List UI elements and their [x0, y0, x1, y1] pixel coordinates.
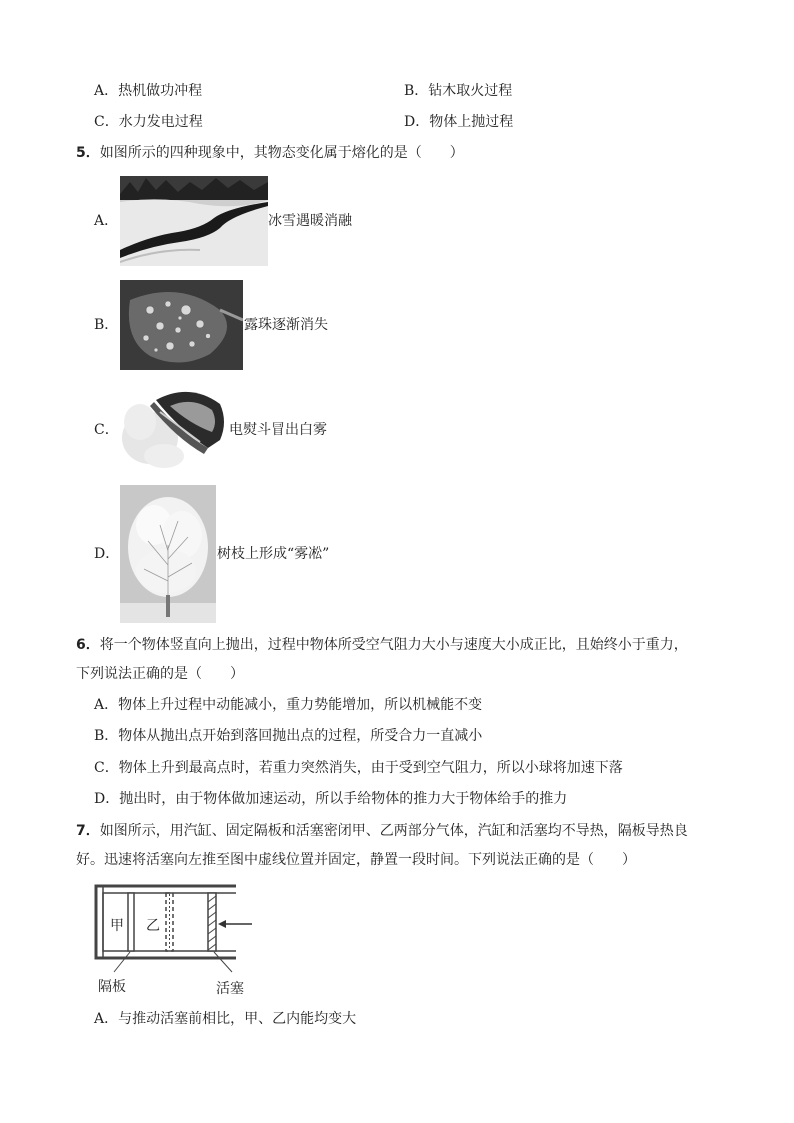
q4-option-c: C．水力发电过程 — [94, 114, 203, 130]
snow-melting-photo — [120, 176, 268, 266]
q6-option-c: C．物体上升到最高点时，若重力突然消失，由于受到空气阻力，所以小球将加速下落 — [94, 760, 623, 776]
q5-option-d-caption: 树枝上形成“雾凇” — [217, 546, 330, 562]
q4-option-a: A．热机做功冲程 — [94, 83, 203, 99]
rime-tree-photo — [120, 485, 216, 623]
q6-stem-line1 — [76, 636, 688, 654]
q6-number: 6． — [76, 637, 100, 653]
q5-stem-text: 如图所示的四种现象中，其物态变化属于熔化的是（ ） — [99, 145, 464, 161]
partition-label: 隔板 — [98, 979, 126, 995]
q5-number: 5． — [76, 145, 100, 161]
q7-option-a: A．与推动活塞前相比，甲、乙内能均变大 — [94, 1011, 357, 1027]
q4-option-b: B．钻木取火过程 — [404, 83, 513, 99]
dew-drops-photo — [120, 280, 243, 370]
q5-option-b-caption: 露珠逐渐消失 — [244, 317, 328, 333]
q6-stem-text-1: 将一个物体竖直向上抛出，过程中物体所受空气阻力大小与速度大小成正比，且始终小于重力， — [99, 637, 688, 653]
q6-option-d: D．抛出时，由于物体做加速运动，所以手给物体的推力大于物体给手的推力 — [94, 791, 568, 807]
gas-yi-label: 乙 — [146, 918, 160, 934]
q5-option-c-caption: 电熨斗冒出白雾 — [229, 422, 327, 438]
q7-stem-text-1: 如图所示，用汽缸、固定隔板和活塞密闭甲、乙两部分气体，汽缸和活塞均不导热，隔板导热良 — [99, 823, 688, 839]
q7-number: 7． — [76, 823, 100, 839]
q6-option-a: A．物体上升过程中动能减小，重力势能增加，所以机械能不变 — [94, 697, 483, 713]
cylinder-diagram — [90, 880, 260, 1000]
q5-stem — [76, 144, 464, 162]
gas-jia-label: 甲 — [110, 918, 124, 934]
q7-stem-line2: 好。迅速将活塞向左推至图中虚线位置并固定，静置一段时间。下列说法正确的是（ ） — [76, 852, 636, 868]
q7-stem-line1 — [76, 822, 688, 840]
q5-option-a-caption: 冰雪遇暖消融 — [268, 213, 352, 229]
q4-option-d: D．物体上抛过程 — [404, 114, 514, 130]
q5-option-d-letter: D． — [94, 546, 120, 562]
q5-option-b-letter: B． — [94, 317, 119, 333]
q5-option-a-letter: A． — [94, 213, 119, 229]
steam-iron-photo — [120, 382, 228, 472]
q6-option-b: B．物体从抛出点开始到落回抛出点的过程，所受合力一直减小 — [94, 728, 483, 744]
piston-label: 活塞 — [216, 981, 244, 997]
q5-option-c-letter: C． — [94, 422, 119, 438]
q6-stem-line2: 下列说法正确的是（ ） — [76, 666, 244, 682]
